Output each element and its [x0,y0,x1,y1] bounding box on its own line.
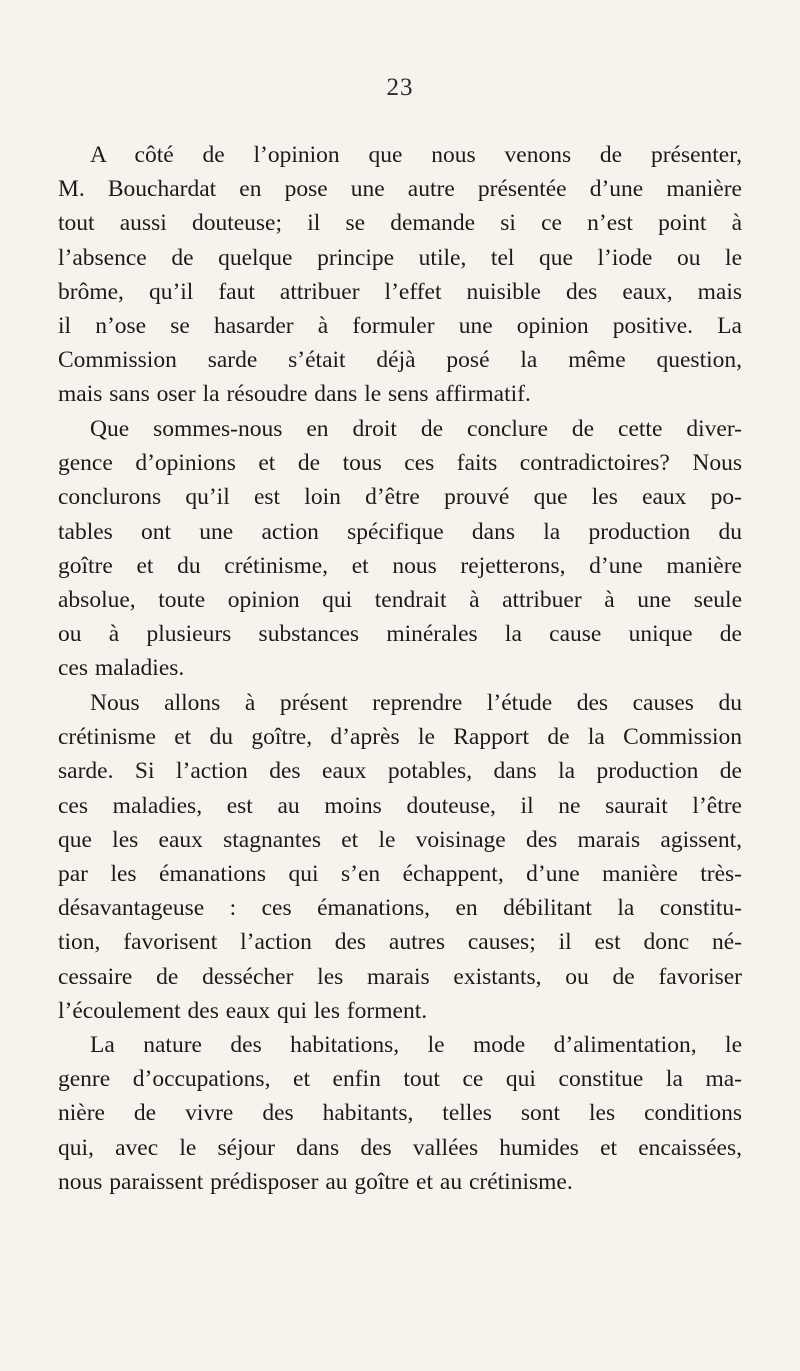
text-line: cessaire de dessécher les marais existants, ou de favoriser [58,963,742,990]
text-line: tion, favorisent l’action des autres causes; il est donc né- [58,929,742,956]
text-line: nière de vivre des habitants, telles sont les conditions [58,1100,742,1127]
text-line: l’absence de quelque principe utile, tel que l’iode ou le [58,244,742,271]
text-line: tout aussi douteuse; il se demande si ce n’est point à [58,210,742,237]
page-number: 23 [386,74,414,101]
paragraph-3 [58,686,742,1028]
text-line: ces maladies. [58,655,185,682]
paragraph-2 [58,412,742,686]
text-line: qui, avec le séjour dans des vallées humides et encaissées, [58,1134,742,1161]
text-line: par les émanations qui s’en échappent, d’une manière très- [58,860,742,887]
text-line: que les eaux stagnantes et le voisinage des marais agissent, [58,826,742,853]
text-line: désavantageuse : ces émanations, en débilitant la constitu- [58,895,742,922]
text-line: tables ont une action spécifique dans la production du [58,518,742,545]
text-line: nous paraissent prédisposer au goître et au crétinisme. [58,1168,573,1195]
text-line: ces maladies, est au moins douteuse, il ne saurait l’être [58,792,742,819]
text-line: conclurons qu’il est loin d’être prouvé que les eaux po- [58,484,742,511]
text-line: absolue, toute opinion qui tendrait à attribuer à une seule [58,586,742,613]
paragraph-1 [58,138,742,412]
text-line: crétinisme et du goître, d’après le Rapport de la Commission [58,724,742,751]
text-line: il n’ose se hasarder à formuler une opinion positive. La [58,312,742,339]
paragraph-4 [58,1028,742,1199]
text-line: mais sans oser la résoudre dans le sens affirmatif. [58,381,531,408]
text-line: genre d’occupations, et enfin tout ce qui constitue la ma- [58,1066,742,1093]
text-line: Nous allons à présent reprendre l’étude des causes du [90,690,742,716]
text-line: Que sommes-nous en droit de conclure de cette diver- [90,416,742,442]
text-line: M. Bouchardat en pose une autre présentée d’une manière [58,176,742,203]
text-line: brôme, qu’il faut attribuer l’effet nuisible des eaux, mais [58,278,742,305]
text-line: Commission sarde s’était déjà posé la même question, [58,347,742,374]
text-line: ou à plusieurs substances minérales la cause unique de [58,621,742,648]
text-line: l’écoulement des eaux qui les forment. [58,997,428,1024]
text-line: goître et du crétinisme, et nous rejetterons, d’une manière [58,552,742,579]
text-line: A côté de l’opinion que nous venons de présenter, [90,142,742,168]
text-line: La nature des habitations, le mode d’alimentation, le [90,1032,742,1058]
text-line: sarde. Si l’action des eaux potables, dans la production de [58,758,742,785]
text-line: gence d’opinions et de tous ces faits contradictoires? Nous [58,450,742,477]
